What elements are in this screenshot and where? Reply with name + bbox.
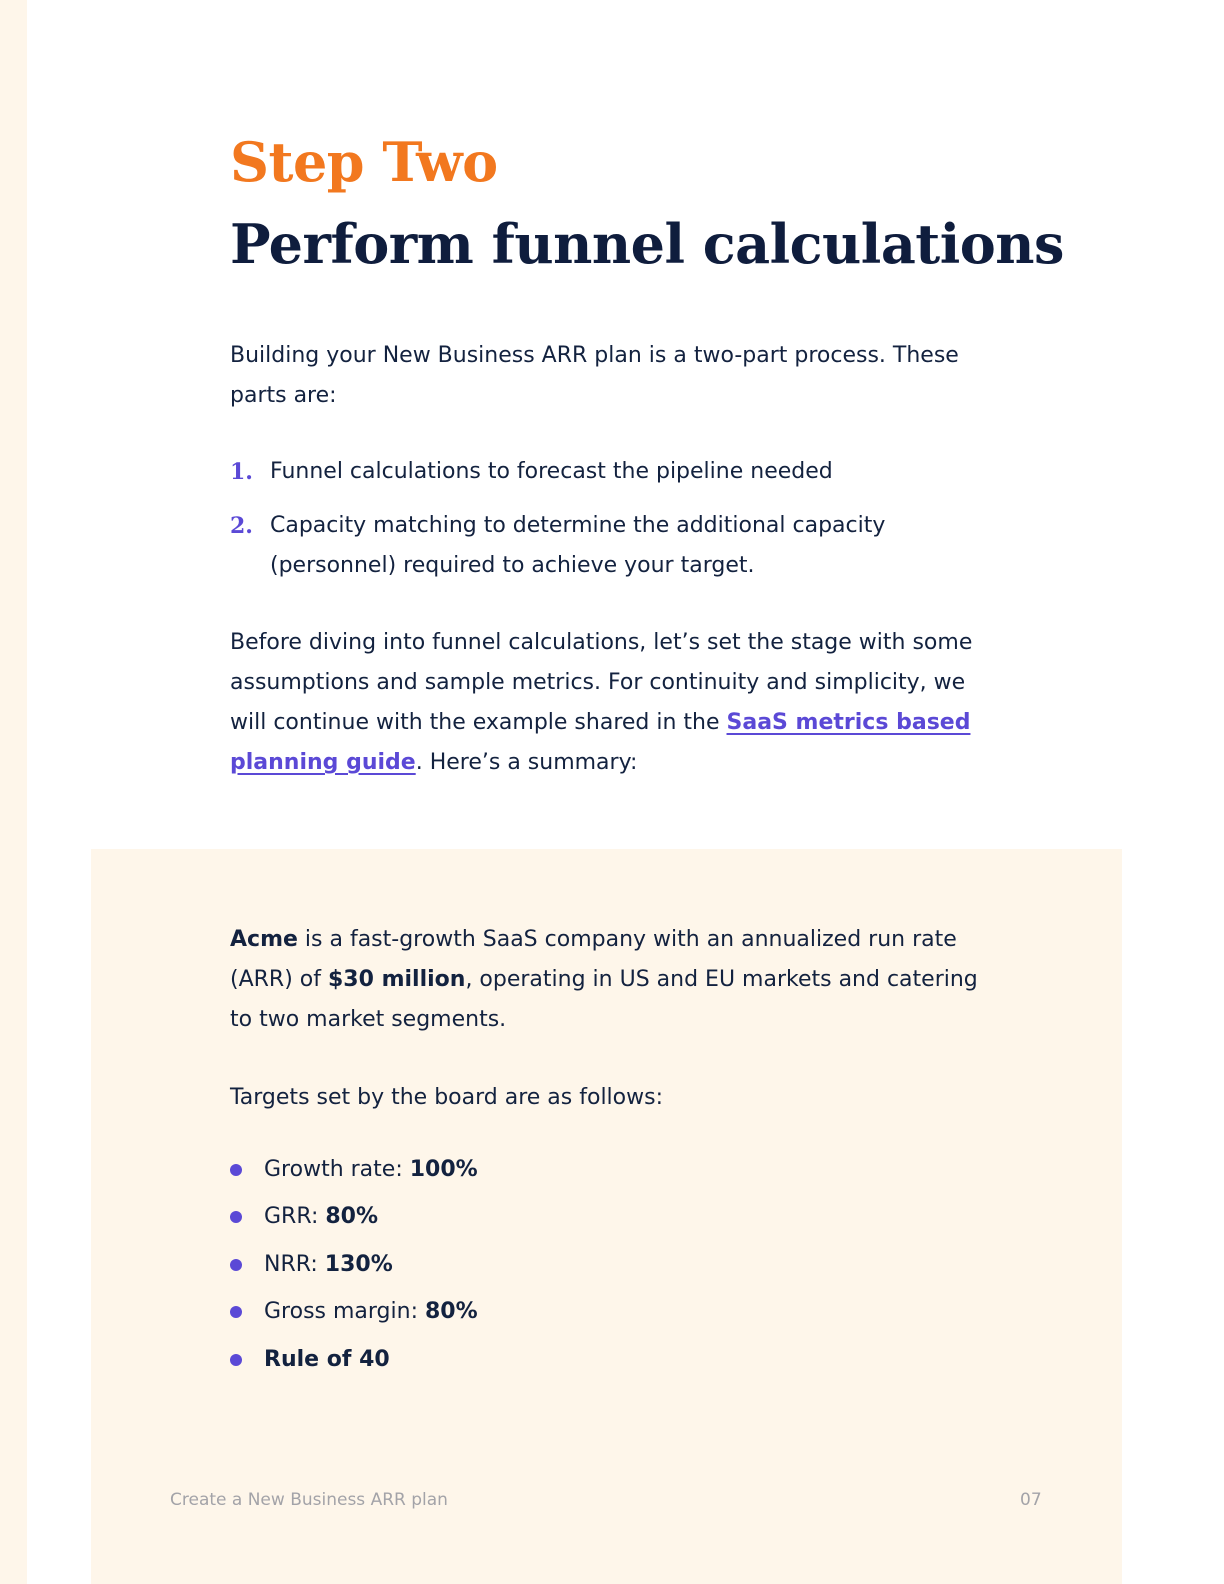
list-item	[230, 1245, 478, 1285]
list-item	[230, 1197, 478, 1237]
list-number: 1.	[230, 459, 253, 485]
footer-document-title: Create a New Business ARR plan	[170, 1490, 448, 1510]
summary-text: is a fast-growth SaaS company with an annualized run rate (ARR) of	[230, 927, 957, 992]
target-label: Growth rate:	[264, 1157, 410, 1182]
left-margin-strip	[0, 0, 27, 1584]
target-value: 130%	[324, 1251, 393, 1277]
target-label: NRR:	[264, 1251, 325, 1277]
bullet-dot-icon	[230, 1354, 242, 1366]
bullet-dot-icon	[230, 1211, 242, 1223]
saas-metrics-guide-link[interactable]: SaaS metrics based planning guide	[230, 710, 971, 775]
target-label: GRR:	[264, 1204, 326, 1230]
context-paragraph	[230, 623, 1000, 783]
list-item-text: Funnel calculations to forecast the pipeline needed	[270, 459, 833, 484]
list-item	[230, 1292, 478, 1332]
targets-intro: Targets set by the board are as follows:	[230, 1085, 663, 1110]
list-item	[230, 452, 950, 492]
target-value: Rule of 40	[264, 1346, 390, 1372]
targets-list	[230, 1150, 478, 1387]
intro-paragraph: Building your New Business ARR plan is a two-part process. These parts are:	[230, 343, 959, 408]
arr-value: $30 million	[327, 967, 466, 992]
context-text: Before diving into funnel calculations, let’s set the stage with some assumptions and sample metrics. For continuity and simplicity, we will continue with the example shared in the	[230, 630, 973, 735]
company-name: Acme	[230, 927, 298, 952]
list-item	[230, 1150, 478, 1190]
bullet-dot-icon	[230, 1164, 242, 1176]
list-number: 2.	[230, 513, 253, 539]
footer-page-number: 07	[1020, 1490, 1042, 1510]
page-title: Perform funnel calculations	[230, 212, 1064, 276]
process-steps-list	[230, 452, 950, 600]
list-item-text: Capacity matching to determine the additional capacity (personnel) required to achieve your target.	[270, 513, 886, 578]
target-value: 80%	[325, 1204, 379, 1230]
bullet-dot-icon	[230, 1306, 242, 1318]
context-text-end: . Here’s a summary:	[415, 750, 638, 775]
target-label: Gross margin:	[264, 1299, 425, 1325]
target-value: 100%	[409, 1157, 478, 1182]
company-summary-paragraph	[230, 920, 1000, 1040]
summary-text-end: , operating in US and EU markets and catering to two market segments.	[230, 967, 978, 1032]
list-item	[230, 506, 950, 586]
list-item	[230, 1340, 478, 1380]
bullet-dot-icon	[230, 1259, 242, 1271]
target-value: 80%	[424, 1299, 478, 1325]
step-eyebrow: Step Two	[230, 130, 498, 194]
